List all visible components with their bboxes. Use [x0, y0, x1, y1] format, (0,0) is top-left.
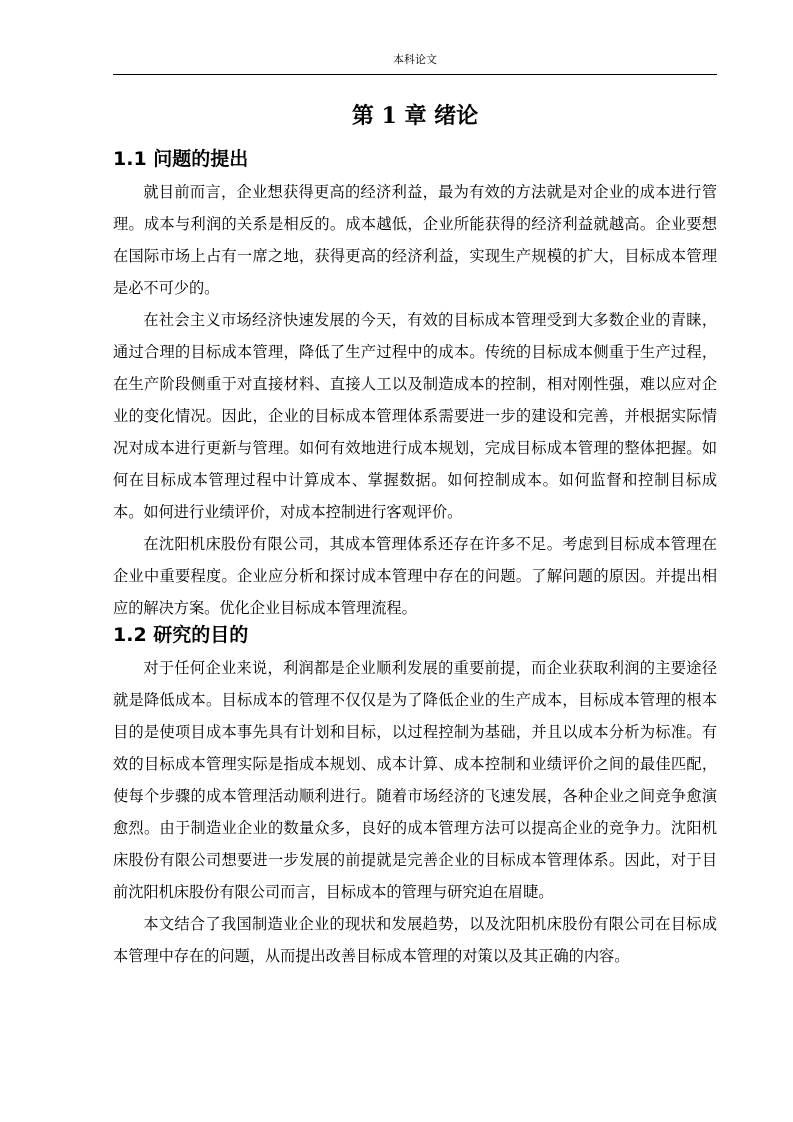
- paragraph: 对于任何企业来说，利润都是企业顺利发展的重要前提，而企业获取利润的主要途径就是降低成本。目标成本的管理不仅仅是为了降低企业的生产成本，目标成本管理的根本目的是使项目成本事先具有计划和目标，以过程控制为基础，并且以成本分析为标准。有效的目标成本管理实际是指成本规划、成本计算、成本控制和业绩评价之间的最佳匹配，使每个步骤的成本管理活动顺利进行。随着市场经济的飞速发展，各种企业之间竞争愈演愈烈。由于制造业企业的数量众多，良好的成本管理方法可以提高企业的竞争力。沈阳机床股份有限公司想要进一步发展的前提就是完善企业的目标成本管理体系。因此，对于目前沈阳机床股份有限公司而言，目标成本的管理与研究迫在眉睫。: [113, 659, 717, 901]
- header-divider: [113, 74, 717, 75]
- running-header: 本科论文: [393, 53, 437, 66]
- section-body: [113, 176, 717, 624]
- section-heading: 1.1 问题的提出: [113, 148, 249, 170]
- section-heading: 1.2 研究的目的: [113, 624, 249, 646]
- chapter-title: 第 1 章 绪论: [351, 103, 479, 129]
- paragraph: 就目前而言，企业想获得更高的经济利益，最为有效的方法就是对企业的成本进行管理。成本与利润的关系是相反的。成本越低，企业所能获得的经济利益就越高。企业要想在国际市场上占有一席之地，获得更高的经济利益，实现生产规模的扩大，目标成本管理是必不可少的。: [113, 183, 717, 297]
- section-body: [113, 652, 717, 972]
- section-research-purpose: [113, 621, 717, 972]
- paragraph: 本文结合了我国制造业企业的现状和发展趋势，以及沈阳机床股份有限公司在目标成本管理中存在的问题，从而提出改善目标成本管理的对策以及其正确的内容。: [113, 915, 717, 965]
- paragraph: 在社会主义市场经济快速发展的今天，有效的目标成本管理受到大多数企业的青睐，通过合理的目标成本管理，降低了生产过程中的成本。传统的目标成本侧重于生产过程，在生产阶段侧重于对直接材料、直接人工以及制造成本的控制，相对刚性强，难以应对企业的变化情况。因此，企业的目标成本管理体系需要进一步的建设和完善，并根据实际情况对成本进行更新与管理。如何有效地进行成本规划，完成目标成本管理的整体把握。如何在目标成本管理过程中计算成本、掌握数据。如何控制成本。如何监督和控制目标成本。如何进行业绩评价，对成本控制进行客观评价。: [113, 311, 717, 521]
- paragraph: 在沈阳机床股份有限公司，其成本管理体系还存在许多不足。考虑到目标成本管理在企业中重要程度。企业应分析和探讨成本管理中存在的问题。了解问题的原因。并提出相应的解决方案。优化企业目标成本管理流程。: [113, 535, 717, 617]
- section-problem-statement: [113, 145, 717, 624]
